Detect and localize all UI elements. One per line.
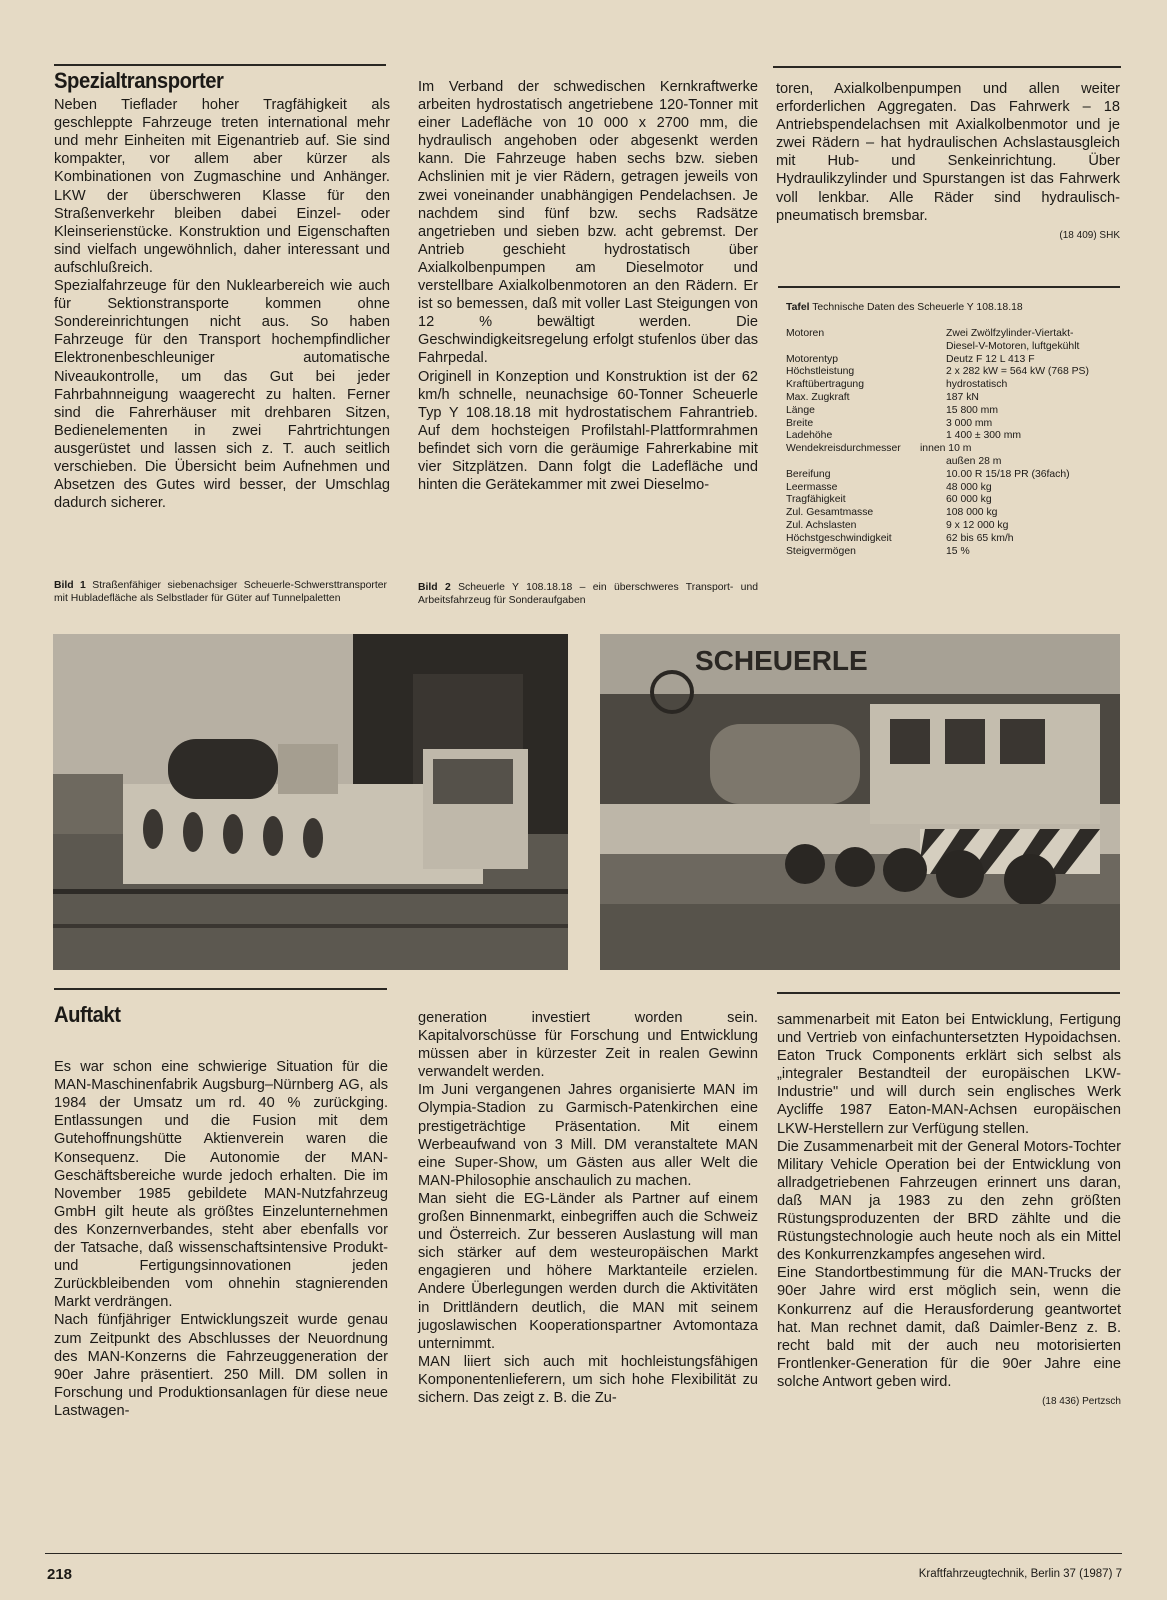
table-rule xyxy=(778,286,1120,288)
photo-bild-1-image xyxy=(53,634,568,970)
table-row-label: Max. Zugkraft xyxy=(786,391,850,403)
author-signature: (18 436) Pertzsch xyxy=(1042,1395,1121,1407)
table-rows xyxy=(786,328,1120,558)
table-row-value: hydrostatisch xyxy=(946,379,1008,391)
table-row-value: 108 000 kg xyxy=(946,507,998,519)
table-row-label: Wendekreisdurchmesser xyxy=(786,443,901,455)
table-row xyxy=(786,507,1120,520)
table-row-label: Tragfähigkeit xyxy=(786,494,846,506)
auftakt-paragraph: Es war schon eine schwierige Situation für die MAN-Maschinenfabrik Augsburg–Nürnberg AG, als 1984 der Umsatz um rd. 40 % zurückging. Entlassungen und die Fusion mit dem Gutehoffnungshütte Aktienverein waren die Konsequenz. Die Autonomie der MAN-Geschäftsbereiche wurde jedoch erhalten. Die im November 1985 gebildete MAN-Nutzfahrzeug GmbH gilt heute als größtes Einzelunternehmen des Konzernverbandes, steht aber ebenfalls vor der Tatsache, daß wissenschaftsintensive Produkt- und Fertigungsinnovationen jeden Zurückbleibenden vom ohnehin stagnierenden Markt verdrängen. xyxy=(54,1059,388,1311)
auftakt-paragraph: Die Zusammenarbeit mit der General Motors-Tochter Military Vehicle Operation bei der Entwicklung von allradgetriebenen Fahrzeugen erinnert uns daran, daß MAN ja 1983 zu den zehn größten Rüstungsproduzenten der BRD zählte und die Rüstungstechnologie auch heute noch als ein Mittel des Konkurrenzkampfes angesehen wird. xyxy=(777,1138,1121,1264)
table-row-label: Leermasse xyxy=(786,481,838,493)
table-row-label: Zul. Achslasten xyxy=(786,519,857,531)
spezial-paragraph: Originell in Konzeption und Konstruktion ist der 62 km/h schnelle, neunachsige 60-Tonner Scheuerle Typ Y 108.18.18 mit hydrostatischem Fahrantrieb. Auf dem hochsteigen Profilstahl-Plattformrahmen befindet sich vorn die geräumige Fahrerkabine mit vier Sitzplätzen. Dann folgt die Ladefläche und hinten die Gerätekammer mit zwei Dieselmo- xyxy=(418,368,758,494)
photo-bild-1 xyxy=(53,634,568,970)
photo-bild-2-image xyxy=(600,634,1120,970)
journal-reference: Kraftfahrzeugtechnik, Berlin 37 (1987) 7 xyxy=(918,1568,1122,1580)
table-row-label: Länge xyxy=(786,404,815,416)
table-row-label: Breite xyxy=(786,417,814,429)
auftakt-rule-right xyxy=(777,992,1120,994)
top-rule-right xyxy=(773,66,1121,68)
top-rule xyxy=(54,64,386,66)
table-row-value: 9 x 12 000 kg xyxy=(946,519,1009,531)
table-row xyxy=(786,405,1120,418)
table-row xyxy=(786,520,1120,533)
table-row-label: Motoren xyxy=(786,328,825,339)
spezial-paragraph: Neben Tieflader hoher Tragfähigkeit als geschleppte Fahrzeuge treten international mehr und mehr Einheiten mit Eigenantrieb auf. Sie sind kompakter, vor allem aber kürzer als Kombinationen von Zugmaschine und Anhänger. LKW der überschweren Klasse für den Straßenverkehr bleiben dabei Einzel- oder Kleinserienstücke. Konstruktion und Eigenschaften sind vielfach ungewöhnlich, daher interessant und aufschlußreich. xyxy=(54,97,390,276)
spezial-paragraph: Spezialfahrzeuge für den Nuklearbereich wie auch für Sektionstransporte kommen ohne Sondereinrichtungen nicht aus. So haben Fahrzeuge für den Transport hochempfindlicher Elektronenbeschleuniger automatische Niveaukontrolle, um das Gut bei jeder Fahrbahnneigung waagerecht zu halten. Ferner sind die Fahrerhäuser mit drehbaren Sitzen, Bedienelementen in zwei Fahrtrichtungen ausgerüstet und lassen sich z. T. auch seitlich verschieben. Die Übersicht beim Aufnehmen und Absetzen des Gutes wird besser, der Umschlag dadurch sicherer. xyxy=(54,278,390,512)
table-row xyxy=(786,456,1120,469)
caption-bild-1 xyxy=(54,580,387,605)
auftakt-rule-left xyxy=(54,988,387,990)
table-row xyxy=(786,418,1120,431)
auftakt-paragraph: MAN liiert sich auch mit hochleistungsfähigen Komponentenlieferern, um sich hohe Flexibilität zu sichern. Das zeigt z. B. die Zu- xyxy=(418,1353,758,1406)
table-row xyxy=(786,392,1120,405)
table-row-value: Diesel-V-Motoren, luftgekühlt xyxy=(946,340,1080,352)
page-number: 218 xyxy=(47,1566,73,1583)
spezial-paragraph: toren, Axialkolbenpumpen und allen weiter erforderlichen Aggregaten. Das Fahrwerk – 18 Antriebspendelachsen mit Axialkolbenmotor und je zwei Rädern – hat hydraulischen Achslastausgleich mit Hub- und Senkeinrichtung. Über Hydraulikzylinder und Spurstangen ist das Fahrwerk voll lenkbar. Alle Räder sind hydraulisch-pneumatisch bremsbar. xyxy=(776,81,1120,224)
table-row-value: 60 000 kg xyxy=(946,494,992,506)
caption-text: Scheuerle Y 108.18.18 – ein überschweres Transport- und Arbeitsfahrzeug für Sonderaufgaben xyxy=(418,582,759,606)
spezial-column-3 xyxy=(776,80,1120,245)
table-row xyxy=(786,366,1120,379)
auftakt-paragraph: Nach fünfjähriger Entwicklungszeit wurde genau zum Zeitpunkt des Abschlusses der Neuordnung des MAN-Konzerns die Fahrzeuggeneration der 90er Jahre präsentiert. 250 Mill. DM sollen in Forschung und Produktionsanlagen für diese neue Lastwagen- xyxy=(54,1312,388,1419)
table-row-value: 3 000 mm xyxy=(946,417,993,429)
table-row-value: 48 000 kg xyxy=(946,481,992,493)
table-row xyxy=(786,341,1120,354)
spezial-paragraph: Im Verband der schwedischen Kernkraftwerke arbeiten hydrostatisch angetriebene 120-Tonner mit einer Ladefläche von 10 000 x 2700 mm, die hydraulisch angehoben oder abgesenkt werden kann. Die Fahrzeuge haben sechs bzw. sieben Achslinien mit je vier Rädern, getragen jeweils von zwei voneinander unabhängigen Pendelachsen. Je nachdem sind fünf bzw. sechs Radsätze angetrieben und sieben bzw. acht gebremst. Der Antrieb geschieht hydrostatisch über Axialkolbenpumpen am Dieselmotor und verstellbare Axialkolbenmotoren an den Rädern. Er ist so bemessen, daß mit voller Last Steigungen von 12 % bewältigt werden. Die Geschwindigkeitsregelung erfolgt stufenlos über das Fahrpedal. xyxy=(418,79,758,367)
table-row xyxy=(786,354,1120,367)
table-row-value: 1 400 ± 300 mm xyxy=(946,430,1022,442)
caption-text: Straßenfähiger siebenachsiger Scheuerle-Schwersttransporter mit Hubladefläche als Selbstlader für Güter auf Tunnelpaletten xyxy=(54,580,387,604)
spezial-column-1 xyxy=(54,68,390,512)
table-row xyxy=(786,443,1120,456)
table-row-label: Höchstleistung xyxy=(786,366,855,378)
tech-data-table xyxy=(786,301,1120,558)
table-row-value: 15 800 mm xyxy=(946,404,998,416)
auftakt-column-2 xyxy=(418,1009,758,1407)
table-row-value: 2 x 282 kW = 564 kW (768 PS) xyxy=(946,366,1089,378)
table-row-label: Motorentyp xyxy=(786,353,838,365)
table-title xyxy=(786,301,1120,314)
table-row-value: 15 % xyxy=(946,545,970,557)
facade-sign: SCHEUERLE xyxy=(695,645,868,676)
author-signature: (18 409) SHK xyxy=(1059,229,1120,241)
table-label: Tafel xyxy=(786,302,810,313)
table-row xyxy=(786,430,1120,443)
table-row-value: 62 bis 65 km/h xyxy=(946,532,1014,544)
spezial-heading: Spezialtransporter xyxy=(54,68,224,93)
table-row-label: Höchstgeschwindigkeit xyxy=(786,532,892,544)
table-title-text: Technische Daten des Scheuerle Y 108.18.18 xyxy=(812,302,1023,313)
table-row-label: Steigvermögen xyxy=(786,545,856,557)
table-row-label: Kraftübertragung xyxy=(786,379,864,391)
auftakt-paragraph: generation investiert worden sein. Kapitalvorschüsse für Forschung und Entwicklung müssen aber in kürzester Zeit in realen Gewinn verwandelt werden. xyxy=(418,1010,758,1081)
table-row xyxy=(786,533,1120,546)
auftakt-column-3 xyxy=(777,1011,1121,1411)
table-row-value: Deutz F 12 L 413 F xyxy=(946,353,1035,365)
table-row-value: 10.00 R 15/18 PR (36fach) xyxy=(946,468,1070,480)
table-row-label: Zul. Gesamtmasse xyxy=(786,507,874,519)
table-row-label: Bereifung xyxy=(786,468,831,480)
caption-label: Bild 1 xyxy=(54,580,86,591)
table-row-value: 187 kN xyxy=(946,391,979,403)
footer-rule xyxy=(45,1553,1122,1554)
table-row xyxy=(786,494,1120,507)
table-row xyxy=(786,546,1120,559)
auftakt-column-1 xyxy=(54,1002,388,1420)
auftakt-paragraph: Im Juni vergangenen Jahres organisierte MAN im Olympia-Stadion zu Garmisch-Patenkirchen eine prestigeträchtige Präsentation. Mit einem Werbeaufwand von 3 Mill. DM veranstaltete MAN eine Super-Show, um Gästen aus aller Welt die MAN-Philosophie anschaulich zu machen. xyxy=(418,1082,758,1189)
table-row xyxy=(786,328,1120,341)
caption-label: Bild 2 xyxy=(418,582,451,593)
table-row xyxy=(786,482,1120,495)
auftakt-paragraph: Eine Standortbestimmung für die MAN-Trucks der 90er Jahre wird erst möglich sein, wenn die Konkurrenz auf die Herausforderung geantwortet hat. Man rechnet damit, daß Daimler-Benz z. B. recht bald mit der auch neu motorisierten Frontlenker-Generation für die 90er Jahre eine solche Antwort geben wird. xyxy=(777,1265,1121,1390)
auftakt-heading: Auftakt xyxy=(54,1002,121,1027)
table-row-value: Zwei Zwölfzylinder-Viertakt- xyxy=(946,328,1074,339)
table-row-value: innen 10 m xyxy=(920,443,972,455)
spezial-column-2 xyxy=(418,78,758,494)
table-row xyxy=(786,379,1120,392)
caption-bild-2 xyxy=(418,582,758,607)
auftakt-paragraph: Man sieht die EG-Länder als Partner auf einem großen Binnenmarkt, einbegriffen auch die Schweiz und Österreich. Zur besseren Auslastung will man sich stärker auf dem westeuropäischen Markt engagieren und höhere Marktanteile erzielen. Andere Überlegungen werden durch die Aktivitäten in Drittländern deutlich, die MAN mit seinem jugoslawischen Kooperationspartner Avtomontaza unternimmt. xyxy=(418,1190,758,1352)
table-row-value: außen 28 m xyxy=(946,455,1002,467)
table-row xyxy=(786,469,1120,482)
table-row-label: Ladehöhe xyxy=(786,430,833,442)
auftakt-paragraph: sammenarbeit mit Eaton bei Entwicklung, Fertigung und Vertrieb von einfachuntersetzten Hypoidachsen. Eaton Truck Components erklärt sich selbst als „integraler Bestandteil der europäischen LKW-Industrie" und will durch sein englisches Werk Aycliffe 1987 Eaton-MAN-Achsen europäischen LKW-Herstellern zur Verfügung stellen. xyxy=(777,1012,1121,1137)
photo-bild-2 xyxy=(600,634,1120,970)
